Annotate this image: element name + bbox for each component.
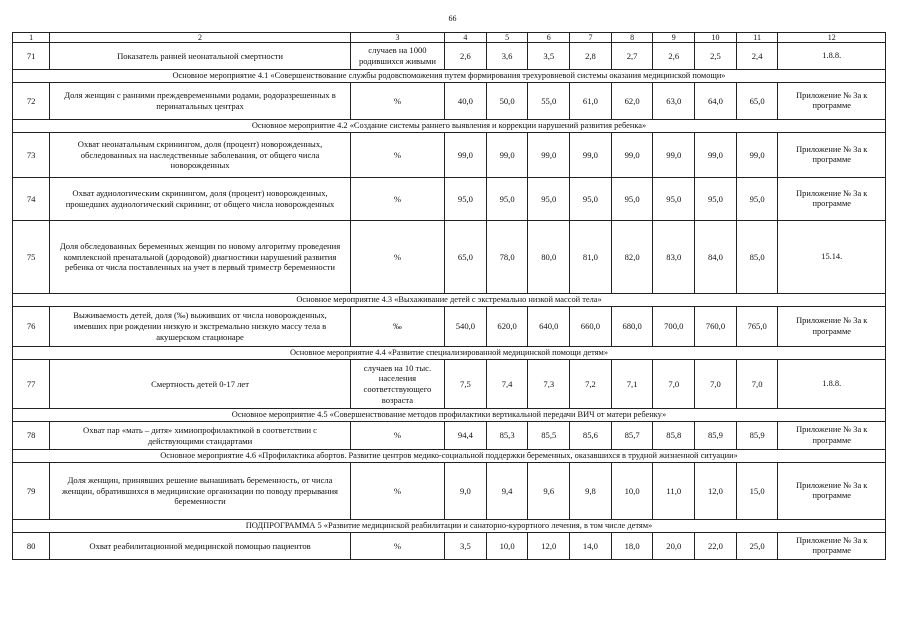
section-title: Основное мероприятие 4.1 «Совершенствование службы родовспоможения путем формирования трехуровневой системы оказания медицинской помощи»	[13, 70, 886, 83]
section-title: ПОДПРОГРАММА 5 «Развитие медицинской реабилитации и санаторно-курортного лечения, в том числе детям»	[13, 520, 886, 533]
value-cell: 94,4	[445, 422, 487, 450]
value-cell: 80,0	[528, 221, 570, 294]
indicator-name-cell: Охват реабилитационной медицинской помощью пациентов	[50, 533, 351, 560]
value-cell: 11,0	[653, 463, 695, 520]
reference-cell: Приложение № 3а к программе	[778, 422, 886, 450]
value-cell: 95,0	[736, 178, 778, 221]
value-cell: 95,0	[528, 178, 570, 221]
column-header: 12	[778, 33, 886, 43]
section-title: Основное мероприятие 4.2 «Создание системы раннего выявления и коррекции нарушений развития ребенка»	[13, 120, 886, 133]
value-cell: 9,0	[445, 463, 487, 520]
column-header: 6	[528, 33, 570, 43]
value-cell: 95,0	[486, 178, 528, 221]
value-cell: 65,0	[445, 221, 487, 294]
table-row	[13, 133, 886, 178]
value-cell: 15,0	[736, 463, 778, 520]
table-row	[13, 307, 886, 347]
column-header: 8	[611, 33, 653, 43]
row-number-cell: 80	[13, 533, 50, 560]
value-cell: 99,0	[653, 133, 695, 178]
value-cell: 61,0	[570, 83, 612, 120]
value-cell: 63,0	[653, 83, 695, 120]
table-row	[13, 533, 886, 560]
indicator-name-cell: Доля женщин с ранними преждевременными родами, родоразрешенных в перинатальных центрах	[50, 83, 351, 120]
value-cell: 7,0	[695, 360, 737, 409]
value-cell: 20,0	[653, 533, 695, 560]
unit-cell: %	[350, 133, 444, 178]
value-cell: 9,6	[528, 463, 570, 520]
value-cell: 85,9	[695, 422, 737, 450]
indicator-name-cell: Охват пар «мать – дитя» химиопрофилактикой в соответствии с действующими стандартами	[50, 422, 351, 450]
unit-cell: случаев на 1000 родившихся живыми	[350, 43, 444, 70]
section-title: Основное мероприятие 4.5 «Совершенствование методов профилактики вертикальной передачи ВИЧ от матери ребенку»	[13, 409, 886, 422]
indicator-name-cell: Доля обследованных беременных женщин по новому алгоритму проведения комплексной пренатальной (дородовой) диагностики нарушений развития ребенка от числа поставленных на учет в первый триместр беременности	[50, 221, 351, 294]
value-cell: 85,6	[570, 422, 612, 450]
value-cell: 2,5	[695, 43, 737, 70]
value-cell: 99,0	[736, 133, 778, 178]
value-cell: 85,3	[486, 422, 528, 450]
value-cell: 7,4	[486, 360, 528, 409]
reference-cell: Приложение № 3а к программе	[778, 307, 886, 347]
value-cell: 99,0	[611, 133, 653, 178]
value-cell: 3,6	[486, 43, 528, 70]
indicator-name-cell: Охват аудиологическим скринингом, доля (процент) новорожденных, прошедших аудиологический скрининг, от общего числа новорожденных	[50, 178, 351, 221]
value-cell: 7,0	[653, 360, 695, 409]
value-cell: 10,0	[611, 463, 653, 520]
section-row	[13, 120, 886, 133]
value-cell: 83,0	[653, 221, 695, 294]
value-cell: 540,0	[445, 307, 487, 347]
row-number-cell: 76	[13, 307, 50, 347]
section-row	[13, 294, 886, 307]
section-row	[13, 347, 886, 360]
unit-cell: %	[350, 422, 444, 450]
value-cell: 95,0	[653, 178, 695, 221]
section-row	[13, 450, 886, 463]
value-cell: 7,3	[528, 360, 570, 409]
column-header: 11	[736, 33, 778, 43]
value-cell: 12,0	[695, 463, 737, 520]
table-row	[13, 83, 886, 120]
value-cell: 85,7	[611, 422, 653, 450]
value-cell: 2,6	[445, 43, 487, 70]
value-cell: 95,0	[695, 178, 737, 221]
row-number-cell: 79	[13, 463, 50, 520]
unit-cell: %	[350, 221, 444, 294]
value-cell: 82,0	[611, 221, 653, 294]
value-cell: 7,0	[736, 360, 778, 409]
column-header: 3	[350, 33, 444, 43]
value-cell: 2,7	[611, 43, 653, 70]
reference-cell: 1.8.8.	[778, 360, 886, 409]
column-header: 4	[445, 33, 487, 43]
value-cell: 765,0	[736, 307, 778, 347]
value-cell: 81,0	[570, 221, 612, 294]
value-cell: 50,0	[486, 83, 528, 120]
value-cell: 700,0	[653, 307, 695, 347]
row-number-cell: 71	[13, 43, 50, 70]
value-cell: 99,0	[528, 133, 570, 178]
table-row	[13, 463, 886, 520]
value-cell: 9,8	[570, 463, 612, 520]
value-cell: 55,0	[528, 83, 570, 120]
value-cell: 7,5	[445, 360, 487, 409]
reference-cell: Приложение № 3а к программе	[778, 533, 886, 560]
value-cell: 760,0	[695, 307, 737, 347]
unit-cell: %	[350, 83, 444, 120]
unit-cell: случаев на 10 тыс. населения соответствующего возраста	[350, 360, 444, 409]
indicator-name-cell: Доля женщин, принявших решение вынашивать беременность, от числа женщин, обратившихся в медицинские организации по поводу прерывания беременности	[50, 463, 351, 520]
section-title: Основное мероприятие 4.6 «Профилактика абортов. Развитие центров медико-социальной поддержки беременных, оказавшихся в трудной жизненной ситуации»	[13, 450, 886, 463]
unit-cell: %	[350, 178, 444, 221]
value-cell: 3,5	[528, 43, 570, 70]
reference-cell: Приложение № 3а к программе	[778, 463, 886, 520]
value-cell: 99,0	[486, 133, 528, 178]
indicator-name-cell: Охват неонатальным скринингом, доля (процент) новорожденных, обследованных на наследственные заболевания, от общего числа новорожденных	[50, 133, 351, 178]
indicator-name-cell: Смертность детей 0-17 лет	[50, 360, 351, 409]
value-cell: 99,0	[445, 133, 487, 178]
column-header: 9	[653, 33, 695, 43]
value-cell: 95,0	[445, 178, 487, 221]
value-cell: 99,0	[695, 133, 737, 178]
row-number-cell: 72	[13, 83, 50, 120]
header-row	[13, 33, 886, 43]
column-header: 7	[570, 33, 612, 43]
indicator-name-cell: Выживаемость детей, доля (‰) выживших от числа новорожденных, имевших при рождении низкую и экстремально низкую массу тела в акушерском стационаре	[50, 307, 351, 347]
reference-cell: Приложение № 3а к программе	[778, 83, 886, 120]
reference-cell: Приложение № 3а к программе	[778, 178, 886, 221]
value-cell: 14,0	[570, 533, 612, 560]
value-cell: 85,5	[528, 422, 570, 450]
value-cell: 85,8	[653, 422, 695, 450]
value-cell: 2,4	[736, 43, 778, 70]
column-header: 10	[695, 33, 737, 43]
value-cell: 2,6	[653, 43, 695, 70]
value-cell: 85,0	[736, 221, 778, 294]
value-cell: 620,0	[486, 307, 528, 347]
column-header: 2	[50, 33, 351, 43]
reference-cell: 15.14.	[778, 221, 886, 294]
value-cell: 85,9	[736, 422, 778, 450]
value-cell: 9,4	[486, 463, 528, 520]
value-cell: 680,0	[611, 307, 653, 347]
value-cell: 62,0	[611, 83, 653, 120]
row-number-cell: 77	[13, 360, 50, 409]
table-row	[13, 43, 886, 70]
table-row	[13, 422, 886, 450]
value-cell: 10,0	[486, 533, 528, 560]
indicators-table	[12, 32, 886, 560]
table-row	[13, 360, 886, 409]
section-row	[13, 409, 886, 422]
column-header: 5	[486, 33, 528, 43]
value-cell: 7,1	[611, 360, 653, 409]
section-row	[13, 70, 886, 83]
value-cell: 65,0	[736, 83, 778, 120]
reference-cell: 1.8.8.	[778, 43, 886, 70]
value-cell: 40,0	[445, 83, 487, 120]
reference-cell: Приложение № 3а к программе	[778, 133, 886, 178]
row-number-cell: 74	[13, 178, 50, 221]
value-cell: 95,0	[570, 178, 612, 221]
value-cell: 95,0	[611, 178, 653, 221]
value-cell: 22,0	[695, 533, 737, 560]
unit-cell: ‰	[350, 307, 444, 347]
value-cell: 99,0	[570, 133, 612, 178]
value-cell: 64,0	[695, 83, 737, 120]
value-cell: 25,0	[736, 533, 778, 560]
section-row	[13, 520, 886, 533]
indicator-name-cell: Показатель ранней неонатальной смертности	[50, 43, 351, 70]
value-cell: 78,0	[486, 221, 528, 294]
row-number-cell: 73	[13, 133, 50, 178]
value-cell: 84,0	[695, 221, 737, 294]
value-cell: 7,2	[570, 360, 612, 409]
row-number-cell: 78	[13, 422, 50, 450]
row-number-cell: 75	[13, 221, 50, 294]
value-cell: 12,0	[528, 533, 570, 560]
table-row	[13, 221, 886, 294]
value-cell: 2,8	[570, 43, 612, 70]
column-header: 1	[13, 33, 50, 43]
value-cell: 660,0	[570, 307, 612, 347]
value-cell: 3,5	[445, 533, 487, 560]
unit-cell: %	[350, 533, 444, 560]
section-title: Основное мероприятие 4.4 «Развитие специализированной медицинской помощи детям»	[13, 347, 886, 360]
value-cell: 18,0	[611, 533, 653, 560]
value-cell: 640,0	[528, 307, 570, 347]
section-title: Основное мероприятие 4.3 «Выхаживание детей с экстремально низкой массой тела»	[13, 294, 886, 307]
table-row	[13, 178, 886, 221]
page-number: 66	[448, 14, 457, 23]
unit-cell: %	[350, 463, 444, 520]
